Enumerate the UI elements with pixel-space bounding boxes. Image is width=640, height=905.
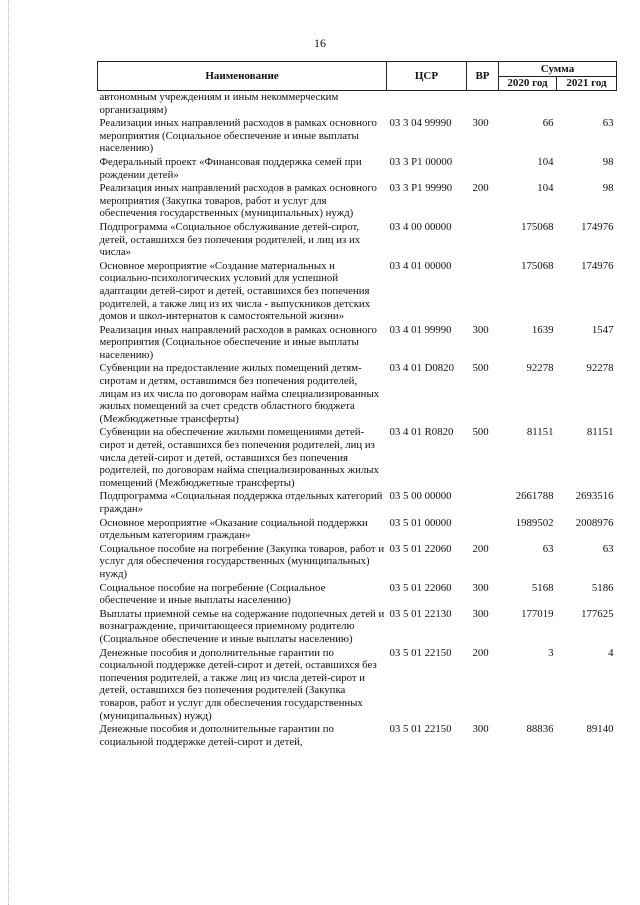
row-amount-2021: 98: [602, 182, 614, 195]
row-vr: [467, 156, 499, 182]
row-amount-2021: 174976: [581, 259, 614, 272]
row-amount-2021: 89140: [586, 723, 614, 736]
row-name: Реализация иных направлений расходов в рамках основного мероприятия (Закупка товаров, работ и услуг для обеспечения государственных (муниципальных) нужд): [99, 182, 377, 220]
row-name: Денежные пособия и дополнительные гарантии по социальной поддержке детей-сирот и детей, оставшихся без попечения родителей, а также лиц из числа детей-сирот и детей, оставшихся без попечения родителей (Закупка товаров, работ и услуг для обеспечения государственных (муниципальных) нужд): [99, 646, 377, 722]
header-year-2020: 2020 год: [499, 77, 557, 91]
row-amount-2020: 2661788: [515, 490, 554, 503]
row-amount-2020: 177019: [521, 607, 554, 620]
row-vr: 300: [472, 581, 489, 594]
table-row: [98, 490, 617, 516]
row-vr: 200: [472, 182, 489, 195]
row-amount-2020: 175068: [521, 220, 554, 233]
row-vr: 200: [472, 542, 489, 555]
row-vr: 300: [472, 607, 489, 620]
row-csr: 03 4 01 R0820: [389, 426, 454, 439]
row-name: Субвенции на предоставление жилых помещений детям-сиротам и детям, оставшимся без попечения родителей, лицам из их числа по договорам найма специализированных жилых помещений за счет средств областного бюджета (Межбюджетные трансферты): [99, 362, 380, 425]
row-amount-2021: 98: [602, 155, 614, 168]
table-row: [98, 608, 617, 647]
row-csr: 03 4 01 00000: [389, 259, 452, 272]
row-csr: 03 3 P1 00000: [389, 155, 453, 168]
row-name: Подпрограмма «Социальное обслуживание детей-сирот, детей, оставшихся без попечения родителей, и лиц из их числа»: [99, 220, 361, 259]
row-vr: [467, 91, 499, 118]
table-row: [98, 156, 617, 182]
row-name: Основное мероприятие «Оказание социальной поддержки отдельным категориям граждан»: [99, 516, 368, 542]
table-row: [98, 91, 617, 118]
row-name: Основное мероприятие «Создание материальных и социально-психологических условий для успешной адаптации детей-сирот и детей, оставшихся без попечения родителей, а также лиц из их числа - выпускников детских домов и школ-интернатов к самостоятельной жизни»: [99, 259, 371, 323]
row-vr: 300: [472, 723, 489, 736]
row-amount-2021: 4: [608, 646, 614, 659]
row-name: Реализация иных направлений расходов в рамках основного мероприятия (Социальное обеспечение и иные выплаты населению): [99, 323, 377, 361]
header-name: Наименование: [98, 62, 387, 91]
row-csr: 03 5 01 22150: [389, 723, 452, 736]
table-row: [98, 221, 617, 260]
row-amount-2020: 66: [542, 117, 554, 130]
row-amount-2020: 1639: [531, 323, 554, 336]
row-name: Реализация иных направлений расходов в рамках основного мероприятия (Социальное обеспечение и иные выплаты населению): [99, 117, 377, 155]
row-amount-2021: 81151: [586, 426, 614, 439]
row-amount-2021: 177625: [581, 607, 614, 620]
row-name: Субвенции на обеспечение жилыми помещениями детей-сирот и детей, оставшихся без попечения родителей, лиц из числа детей-сирот и детей, оставшихся без попечения родителей, по договорам найма специализированных жилых помещений (Межбюджетные трансферты): [99, 426, 379, 489]
header-csr: ЦСР: [387, 62, 467, 91]
row-csr: 03 3 P1 99990: [389, 182, 453, 195]
row-amount-2020: 88836: [526, 723, 554, 736]
table-row: [98, 426, 617, 490]
header-vr: ВР: [467, 62, 499, 91]
table-body: [98, 91, 617, 750]
row-vr: 300: [472, 323, 489, 336]
row-amount-2020: 175068: [521, 259, 554, 272]
row-csr: [387, 91, 467, 118]
row-amount-2021: 2693516: [575, 490, 614, 503]
row-csr: 03 3 04 99990: [389, 117, 452, 130]
table-row: [98, 324, 617, 363]
row-name: Социальное пособие на погребение (Социальное обеспечение и иные выплаты населению): [99, 581, 326, 607]
row-amount-2020: 5168: [531, 581, 554, 594]
row-vr: [467, 260, 499, 324]
row-amount-2020: 63: [542, 542, 554, 555]
table-row: [98, 723, 617, 749]
row-csr: 03 5 01 00000: [389, 516, 452, 529]
row-name: Федеральный проект «Финансовая поддержка семей при рождении детей»: [99, 155, 362, 181]
table-header: [98, 62, 617, 91]
row-amount-2021: 63: [602, 542, 614, 555]
table-row: [98, 517, 617, 543]
row-name: Социальное пособие на погребение (Закупка товаров, работ и услуг для обеспечения государственных (муниципальных) нужд): [99, 542, 385, 580]
budget-table: [97, 61, 617, 749]
row-amount-2020: 92278: [526, 362, 554, 375]
row-amount-2020: 1989502: [515, 516, 554, 529]
row-amount-2020: 104: [537, 182, 554, 195]
row-amount-2021: [557, 91, 617, 118]
page-edge: [8, 0, 10, 905]
row-amount-2021: 2008976: [575, 516, 614, 529]
row-csr: 03 4 01 D0820: [389, 362, 454, 375]
row-amount-2021: 63: [602, 117, 614, 130]
row-vr: [467, 517, 499, 543]
row-amount-2020: 81151: [526, 426, 554, 439]
row-vr: 200: [472, 646, 489, 659]
table-row: [98, 117, 617, 156]
table-row: [98, 582, 617, 608]
row-amount-2020: 3: [548, 646, 554, 659]
row-csr: 03 5 01 22060: [389, 581, 452, 594]
row-amount-2021: 5186: [591, 581, 614, 594]
row-vr: 500: [472, 362, 489, 375]
table-row: [98, 647, 617, 724]
table-row: [98, 362, 617, 426]
row-csr: 03 4 01 99990: [389, 323, 452, 336]
row-amount-2021: 1547: [591, 323, 614, 336]
row-amount-2020: 104: [537, 155, 554, 168]
table-row: [98, 182, 617, 221]
header-sum: Сумма: [499, 62, 617, 77]
row-name: Денежные пособия и дополнительные гарантии по социальной поддержке детей-сирот и детей,: [99, 723, 334, 748]
row-vr: 300: [472, 117, 489, 130]
row-csr: 03 4 00 00000: [389, 220, 452, 233]
row-amount-2020: [499, 91, 557, 118]
header-year-2021: 2021 год: [557, 77, 617, 91]
row-name: автономным учреждениям и иным некоммерческим организациям): [99, 91, 339, 116]
row-amount-2021: 174976: [581, 220, 614, 233]
table-row: [98, 543, 617, 582]
row-amount-2021: 92278: [586, 362, 614, 375]
row-csr: 03 5 01 22150: [389, 646, 452, 659]
row-csr: 03 5 01 22130: [389, 607, 452, 620]
row-csr: 03 5 00 00000: [389, 490, 452, 503]
page-number: 16: [314, 36, 326, 50]
row-vr: [467, 221, 499, 260]
row-name: Выплаты приемной семье на содержание подопечных детей и вознаграждение, причитающееся приемному родителю (Социальное обеспечение и иные выплаты населению): [99, 607, 385, 645]
table-row: [98, 260, 617, 324]
row-vr: [467, 490, 499, 516]
row-vr: 500: [472, 426, 489, 439]
row-name: Подпрограмма «Социальная поддержка отдельных категорий граждан»: [99, 490, 383, 515]
row-csr: 03 5 01 22060: [389, 542, 452, 555]
